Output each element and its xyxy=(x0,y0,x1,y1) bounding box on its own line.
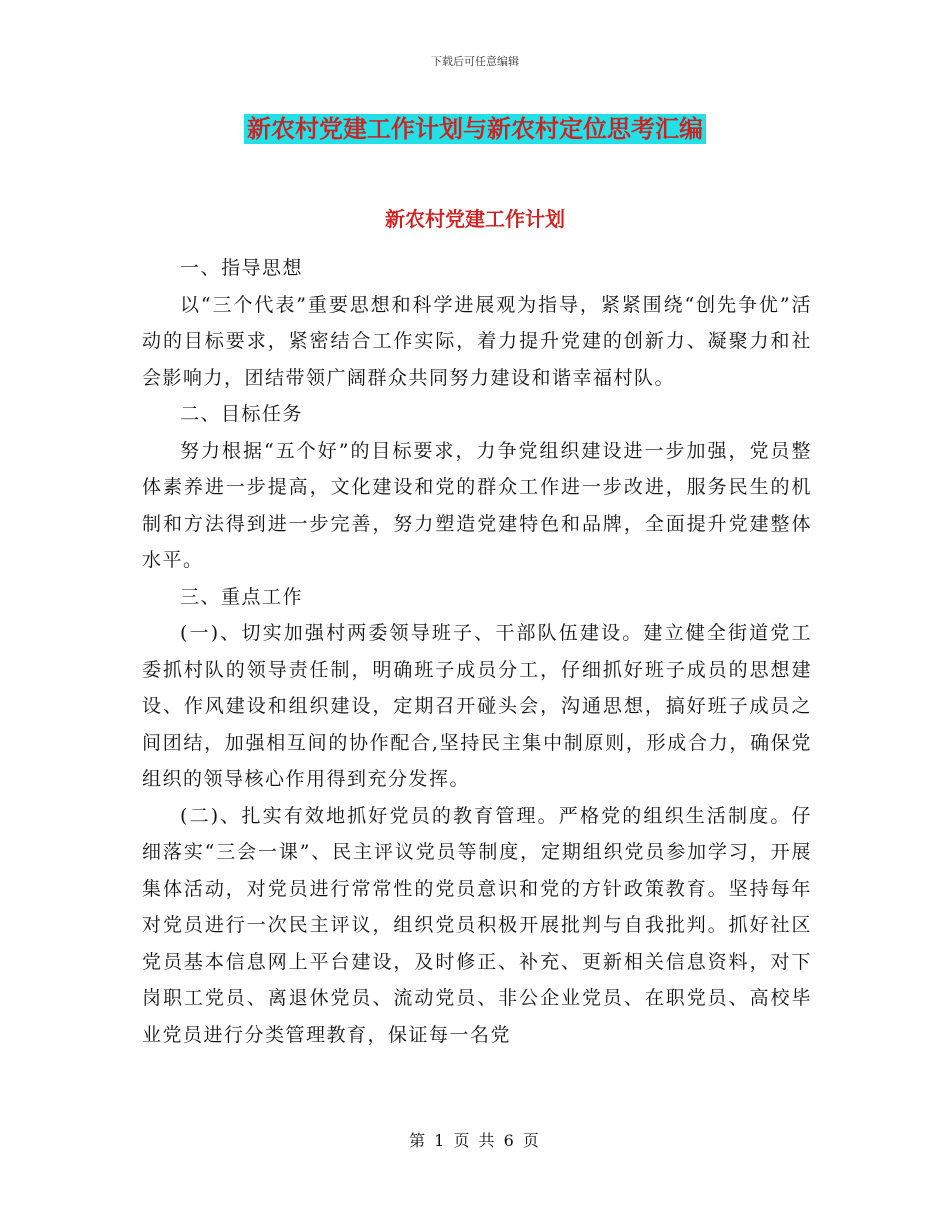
document-body xyxy=(142,250,812,1053)
paragraph-goals: 努力根据“五个好”的目标要求，力争党组织建设进一步加强，党员整体素养进一步提高，文化建设和党的群众工作进一步改进，服务民生的机制和方法得到进一步完善，努力塑造党建特色和品牌，全面提升党建整体水平。 xyxy=(142,439,812,571)
document-title-text: 新农村党建工作计划与新农村定位思考汇编 xyxy=(244,114,706,144)
document-title xyxy=(0,114,950,144)
paragraph-key-work-1: (一)、切实加强村两委领导班子、干部队伍建设。建立健全街道党工委抓村队的领导责任制，明确班子成员分工，仔细抓好班子成员的思想建设、作风建设和组织建设，定期召开碰头会，沟通思想，搞好班子成员之间团结，加强相互间的协作配合,坚持民主集中制原则，形成合力，确保党组织的领导核心作用得到充分发挥。 xyxy=(142,622,812,790)
heading-goals: 二、目标任务 xyxy=(180,403,304,425)
page-number: 第 1 页 共 6 页 xyxy=(409,1131,541,1150)
heading-key-work: 三、重点工作 xyxy=(180,585,304,608)
heading-guiding-ideology: 一、指导思想 xyxy=(180,257,304,279)
section-title: 新农村党建工作计划 xyxy=(385,207,565,231)
paragraph-guiding-ideology: 以“三个代表”重要思想和科学进展观为指导，紧紧围绕“创先争优”活动的目标要求，紧密结合工作实际，着力提升党建的创新力、凝聚力和社会影响力，团结带领广阔群众共同努力建设和谐幸福村队。 xyxy=(142,293,812,389)
paragraph-key-work-2: (二)、扎实有效地抓好党员的教育管理。严格党的组织生活制度。仔细落实“三会一课”、民主评议党员等制度，定期组织党员参加学习，开展集体活动，对党员进行常常性的党员意识和党的方针政策教育。坚持每年对党员进行一次民主评议，组织党员积极开展批判与自我批判。抓好社区党员基本信息网上平台建设，及时修正、补充、更新相关信息资料，对下岗职工党员、离退休党员、流动党员、非公企业党员、在职党员、高校毕业党员进行分类管理教育，保证每一名党 xyxy=(142,804,812,1046)
header-note: 下载后可任意编辑 xyxy=(431,55,519,68)
